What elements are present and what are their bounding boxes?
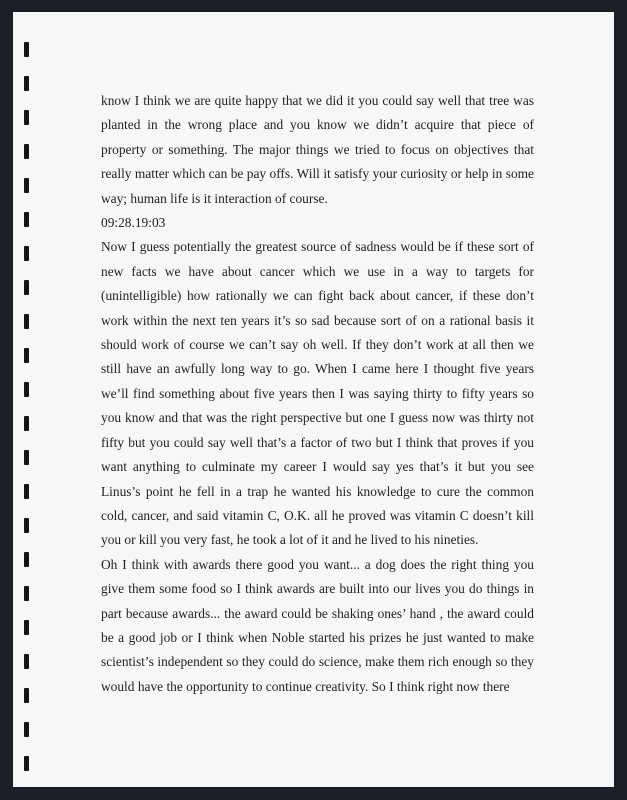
- binder-hole: [24, 178, 29, 193]
- binder-hole: [24, 620, 29, 635]
- binder-hole: [24, 586, 29, 601]
- binder-hole: [24, 348, 29, 363]
- binder-hole: [24, 722, 29, 737]
- paragraph-cancer: Now I guess potentially the greatest source of sadness would be if these sort of new facts we have about cancer which we use in a way to targets for (unintelligible) how rationally we can fight back about cancer, if these don’t work within the next ten years it’s so sad because sort of on a rational basis it should work of course we can’t say oh well. If they don’t work at all then we still have an awfully long way to go. When I came here I thought five years we’ll find something about five years then I was saying thirty to fifty years so you know and that was the right perspective but one I guess now was thirty not fifty but you could say well that’s a factor of two but I think that proves if you want anything to culminate my career I would say yes that’s it but you see Linus’s point he fell in a trap he wanted his knowledge to cure the common cold, cancer, and said vitamin C, O.K. all he proved was vitamin C doesn’t kill you or kill you very fast, he took a lot of it and he lived to his nineties.: [101, 239, 534, 548]
- binder-hole: [24, 110, 29, 125]
- document-page: [13, 12, 614, 787]
- binder-hole: [24, 42, 29, 57]
- binder-hole: [24, 756, 29, 771]
- binder-hole: [24, 144, 29, 159]
- binder-hole: [24, 382, 29, 397]
- paragraph-continuation: know I think we are quite happy that we did it you could say well that tree was planted in the wrong place and you know we didn’t acquire that piece of property or something. The major things we tried to focus on objectives that really matter which can be pay offs. Will it satisfy your curiosity or help in some way; human life is it interaction of course.: [101, 93, 534, 206]
- binder-hole: [24, 450, 29, 465]
- binder-hole: [24, 246, 29, 261]
- timestamp: 09:28.19:03: [101, 215, 166, 231]
- binder-hole: [24, 518, 29, 533]
- binder-hole: [24, 416, 29, 431]
- binder-hole: [24, 76, 29, 91]
- binder-hole: [24, 688, 29, 703]
- transcript-body: [101, 89, 534, 699]
- paragraph-awards: Oh I think with awards there good you want... a dog does the right thing you give them some food so I think awards are built into our lives you do things in part because awards... the award could be shaking ones’ hand , the award could be a good job or I think when Noble started his prizes he just wanted to make scientist’s independent so they could do science, make them rich enough so they would have the opportunity to continue creativity. So I think right now there: [101, 556, 534, 694]
- binder-hole: [24, 212, 29, 227]
- binder-hole: [24, 314, 29, 329]
- binder-hole: [24, 484, 29, 499]
- binder-hole: [24, 552, 29, 567]
- binder-hole: [24, 280, 29, 295]
- binder-hole: [24, 654, 29, 669]
